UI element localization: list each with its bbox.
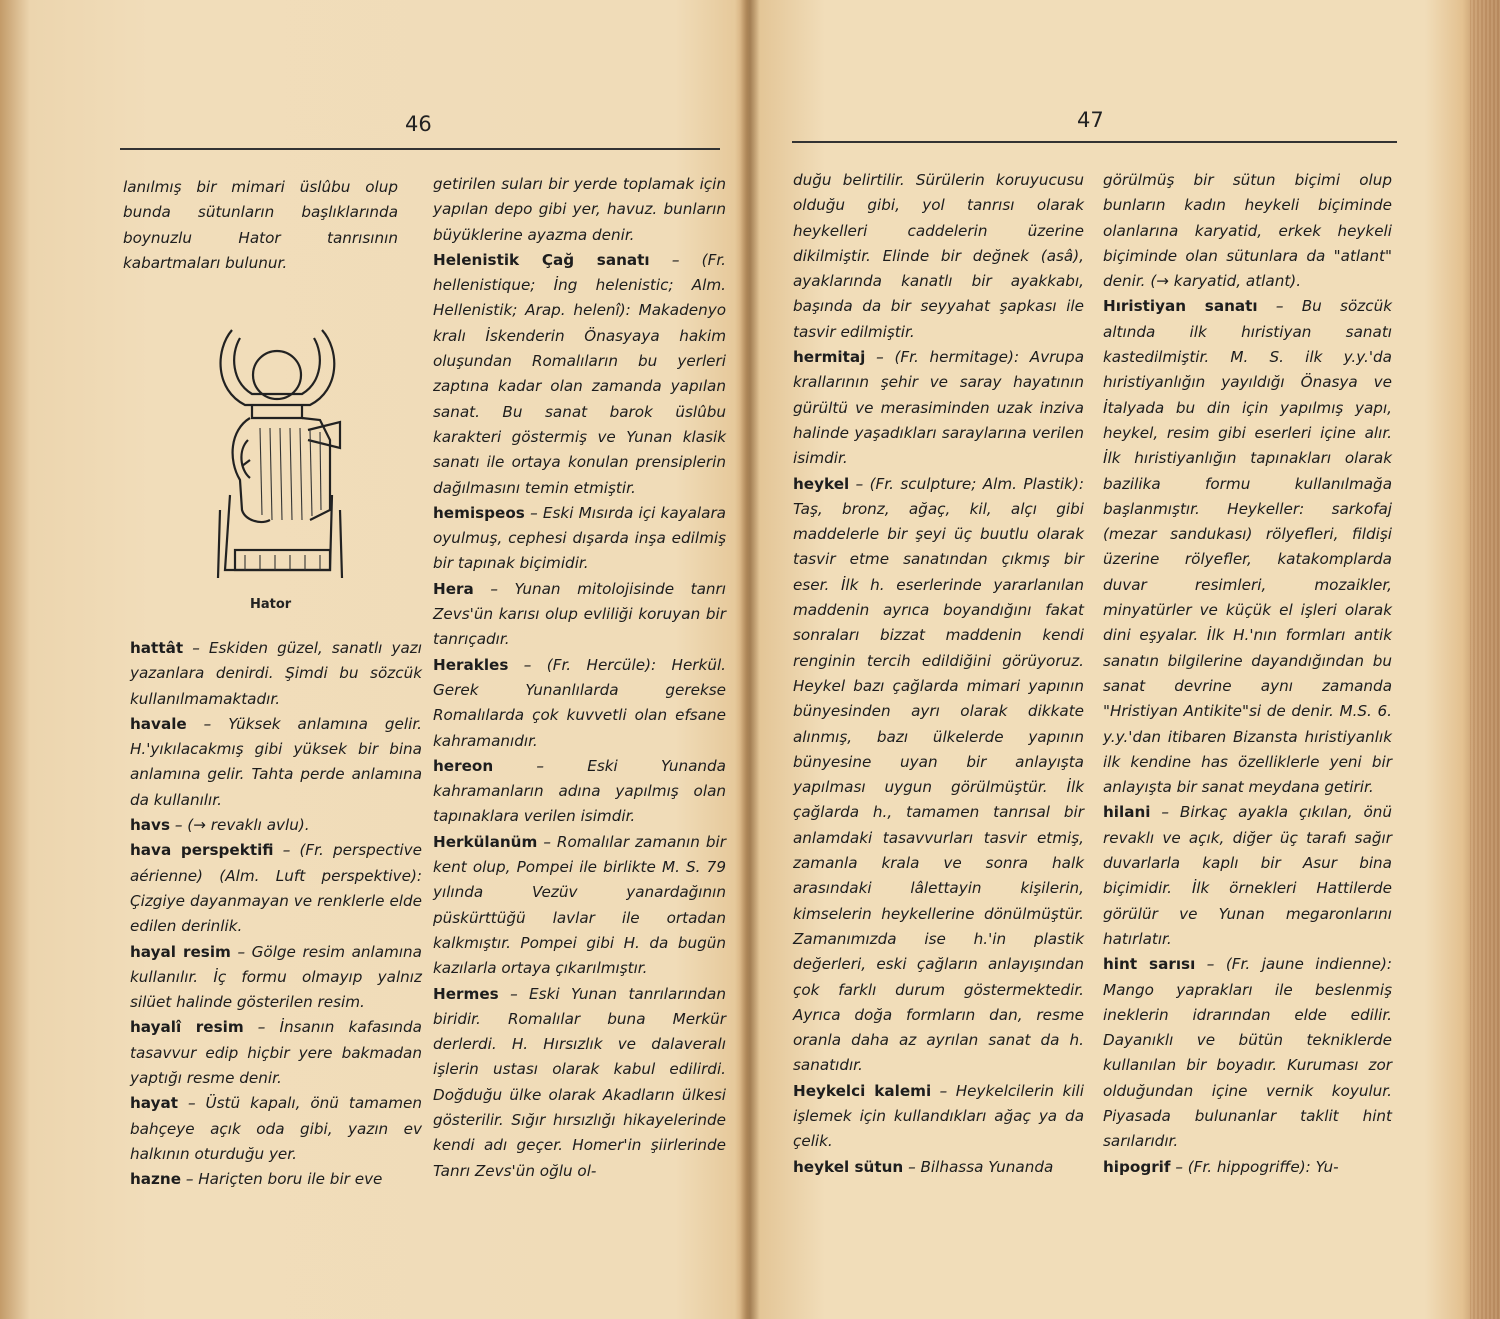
- entry-term: Heykelci kalemi: [793, 1081, 932, 1100]
- entry-term: Helenistik Çağ sanatı: [433, 250, 650, 269]
- entry-term: Herakles: [433, 655, 509, 674]
- page-edges: [1470, 0, 1500, 1319]
- dictionary-entry: [1103, 1155, 1392, 1180]
- entry-term: Herkülanüm: [433, 832, 538, 851]
- entry-body: – (Fr. jaune indienne): Mango yaprakları ile beslenmiş ineklerin idrarından elde edilir. Dayanıklı ve bütün tekniklerde kullanılan bir boyadır. Kuruması zor olduğundan içine vernik koyulur. Piyasada bulunanlar taklit hint sarılarıdır.: [1103, 955, 1392, 1151]
- entry-term: heykel sütun: [793, 1157, 904, 1176]
- dictionary-entry: [130, 838, 422, 939]
- entry-body: – Üstü kapalı, önü tamamen bahçeye açık oda gibi, yazın ev halkının oturduğu yer.: [130, 1094, 422, 1163]
- entry-term: heykel: [793, 474, 850, 493]
- entry-body: – Eskiden güzel, sanatlı yazı yazanlara denirdi. Şimdi bu sözcük kullanılmamaktadır.: [130, 639, 422, 708]
- entry-body: – (→ revaklı avlu).: [170, 816, 310, 835]
- dictionary-entry: [433, 653, 726, 754]
- page-number: 46: [405, 112, 432, 136]
- entry-term: hazne: [130, 1170, 182, 1189]
- entry-term: havale: [130, 714, 187, 733]
- entry-continuation: lanılmış bir mimari üslûbu olup bunda sütunların başlıklarında boynuzlu Hator tanrısının kabartmaları bulunur.: [123, 178, 398, 272]
- entry-term: hava perspektifi: [130, 841, 274, 860]
- dictionary-entry: [433, 501, 726, 577]
- entry-body: – İnsanın kafasında tasavvur edip hiçbir yere bakmadan yaptığı resme denir.: [130, 1018, 422, 1088]
- dictionary-entry: [130, 1091, 422, 1167]
- entry-term: Hıristiyan sanatı: [1103, 297, 1258, 316]
- entry-body: – Birkaç ayakla çıkılan, önü revaklı ve açık, diğer üç tarafı sağır duvarlarla kaplı bir Asur bina biçimidir. İlk örnekleri Hattilerde görülür ve Yunan megaronlarını hatırlatır.: [1103, 803, 1392, 948]
- entry-term: hemispeos: [433, 503, 525, 522]
- entry-term: Hera: [433, 579, 474, 598]
- entry-body: – Yunan mitolojisinde tanrı Zevs'ün karısı olup evliliği koruyan bir tanrıçadır.: [433, 579, 726, 649]
- header-rule: [792, 141, 1397, 143]
- left-page: [0, 0, 748, 1319]
- entry-body: – (Fr. hellenistique; İng helenistic; Alm. Hellenistik; Arap. helenî): Makadenyo kralı İskenderin Önasyaya hakim oluşundan Romalıların bu yerleri zaptına kadar olan zamanda yapılan sanat. Bu sanat barok üslûbu karakteri göstermiş ve Yunan klasik sanatı ile ortaya konulan prensiplerin dağılmasını temin etmiştir.: [433, 250, 726, 497]
- dictionary-entry: [1103, 294, 1392, 800]
- dictionary-entry: [433, 248, 726, 501]
- entry-term: hint sarısı: [1103, 955, 1196, 974]
- dictionary-entry: [793, 1079, 1084, 1155]
- right-col2: [1103, 168, 1392, 1180]
- entry-body: – Romalılar zamanın bir kent olup, Pompei ile birlikte M. S. 79 yılında Vezüv yanardağının püskürttüğü lavlar ile ortadan kalkmıştır. Pompei gibi H. da bugün kazılarla ortaya çıkarılmıştır.: [433, 832, 726, 978]
- entry-term: hermitaj: [793, 348, 866, 367]
- entry-term: hayalî resim: [130, 1018, 244, 1037]
- entry-body: – (Fr. hippogriffe): Yu-: [1170, 1157, 1339, 1176]
- dictionary-entry: [793, 472, 1084, 1079]
- dictionary-entry: [433, 754, 726, 830]
- entry-body: – Bu sözcük altında ilk hıristiyan sanatı kastedilmiştir. M. S. ilk y.y.'da hıristiyanlığın yayıldığı Önasya ve İtalyada bu din için yapılmış yapı, heykel, resim gibi eserleri içine alır. İlk hıristiyanlığın tapınakları olarak bazilika formu kullanılmağa başlanmıştır. Heykeller: sarkofaj (mezar sandukası) rölyefleri, fildişi üzerine rölyefler, katakomplarda duvar resimleri, mozaikler, minyatürler ve küçük el işleri olarak dini eşyalar. İlk H.'nın formları antik sanatın bilgilerine dayandığından bu sanat devrine aynı zamanda "Hristiyan Antikite"si de denir. M.S. 6. y.y.'dan itibaren Bizansta hıristiyanlık ilk kendine has özelliklerle yeni bir anlayışta bir sanat meydana getirir.: [1103, 297, 1392, 797]
- entry-body: – Eski Mısırda içi kayalara oyulmuş, cephesi dışarda inşa edilmiş bir tapınak biçimidir.: [433, 503, 726, 573]
- entry-body: – (Fr. Hercüle): Herkül. Gerek Yunanlılarda gerekse Romalılarda çok kuvvetli olan efsane kahramanıdır.: [433, 655, 726, 750]
- dictionary-entry: [130, 1015, 422, 1091]
- entry-body: – (Fr. sculpture; Alm. Plastik): Taş, bronz, ağaç, kil, alçı gibi maddelerle bir şeyi üç buutlu olarak tasvir etme sanatından çıkmış bir eser. İlk h. eserlerinde yararlanılan maddenin ayrıca boyandığını fakat sonraları bizzat maddenin kendi renginin tercih edildiğini görüyoruz. Heykel bazı çağlarda mimari yapının bünyesinden ayrı olarak dikkate alınmış, bazı ülkelerde yapının bünyesine uyan bir anlayışta yapılması uygun görülmüştür. İlk çağlarda h., tamamen tanrısal bir anlamdaki tasavvurları tasvir etmiş, zamanla krala ve sonra halk arasındaki lâlettayin kişilerin, kimselerin heykellerine dönülmüştür. Zamanımızda ise h.'in plastik değerleri, eski çağların anlayışından çok farklı durum göstermektedir. Ayrıca doğa formların dan, resme oranla daha az ayrılan sanat da h. sanatıdır.: [793, 474, 1084, 1075]
- entry-term: hereon: [433, 756, 494, 775]
- hator-figure: [190, 320, 365, 590]
- page-number: 47: [1077, 108, 1104, 132]
- entry-body: – Hariçten boru ile bir eve: [181, 1170, 383, 1189]
- entry-body: – Bilhassa Yunanda: [903, 1157, 1054, 1176]
- dictionary-entry: [130, 712, 422, 813]
- entry-body: – (Fr. hermitage): Avrupa krallarının şehir ve saray hayatının gürültü ve merasiminden uzak inziva halinde yaşadıkları saraylarına verilen isimdir.: [793, 348, 1084, 468]
- dictionary-entry: [793, 1155, 1084, 1180]
- dictionary-entry: [1103, 952, 1392, 1154]
- entry-body: – Gölge resim anlamına kullanılır. İç formu olmayıp yalnız silüet halinde gösterilen resim.: [130, 942, 422, 1012]
- dictionary-entry: [130, 636, 422, 712]
- dictionary-entry: [130, 940, 422, 1016]
- entry-term: hayat: [130, 1094, 179, 1113]
- entry-term: hilani: [1103, 803, 1151, 822]
- dictionary-entry: [130, 813, 422, 838]
- left-col1-entries: [130, 636, 422, 1193]
- entry-body: – Eski Yunanda kahramanların adına yapılmış olan tapınaklara verilen isimdir.: [433, 756, 726, 826]
- dictionary-entry: [433, 577, 726, 653]
- dictionary-entry: [433, 982, 726, 1184]
- left-col2: [433, 172, 726, 1184]
- right-col1: [793, 168, 1084, 1180]
- entry-body: – Eski Yunan tanrılarından biridir. Romalılar buna Merkür derlerdi. H. Hırsızlık ve dalaveralı işlerin ustası olarak kabul edilirdi. Doğduğu ülke olarak Akadların ülkesi gösterilir. Sığır hırsızlığı hikayelerinde kendi adı geçer. Homer'in şiirlerinde Tanrı Zevs'ün oğlu ol-: [433, 984, 726, 1180]
- entry-term: hattât: [130, 639, 184, 657]
- entry-continuation: duğu belirtilir. Sürülerin koruyucusu olduğu gibi, yol tanrısı olarak heykelleri caddelerin üzerine dikilmiştir. Elinde bir değnek (asâ), ayaklarında kanatlı bir ayakkabı, başında da bir seyyahat şapkası ile tasvir edilmiştir.: [793, 171, 1084, 341]
- entry-term: hipogrif: [1103, 1157, 1171, 1176]
- dictionary-entry: [130, 1167, 422, 1192]
- entry-continuation: getirilen suları bir yerde toplamak için yapılan depo gibi yer, havuz. bunların büyüklerine ayazma denir.: [433, 175, 726, 244]
- dictionary-entry: [793, 345, 1084, 471]
- figure-caption: Hator: [250, 597, 292, 612]
- entry-term: hayal resim: [130, 942, 231, 961]
- entry-body: – Yüksek anlamına gelir. H.'yıkılacakmış gibi yüksek bir bina anlamına gelir. Tahta perde anlamına da kullanılır.: [130, 714, 422, 809]
- left-col1-top: [123, 175, 398, 276]
- dictionary-entry: [1103, 800, 1392, 952]
- entry-continuation: görülmüş bir sütun biçimi olup bunların kadın heykeli biçiminde olanlarına karyatid, erkek heykeli biçiminde olan sütunlara da "atlant" denir. (→ karyatid, atlant).: [1103, 171, 1392, 291]
- right-page: [752, 0, 1500, 1319]
- entry-term: havs: [130, 816, 171, 835]
- entry-body: – (Fr. perspective aérienne) (Alm. Luft perspektive): Çizgiye dayanmayan ve renklerle elde edilen derinlik.: [130, 841, 422, 936]
- dictionary-entry: [433, 830, 726, 982]
- entry-term: Hermes: [433, 984, 499, 1003]
- header-rule: [120, 148, 720, 150]
- entry-body: – Heykelcilerin kili işlemek için kullandıkları ağaç ya da çelik.: [793, 1081, 1084, 1151]
